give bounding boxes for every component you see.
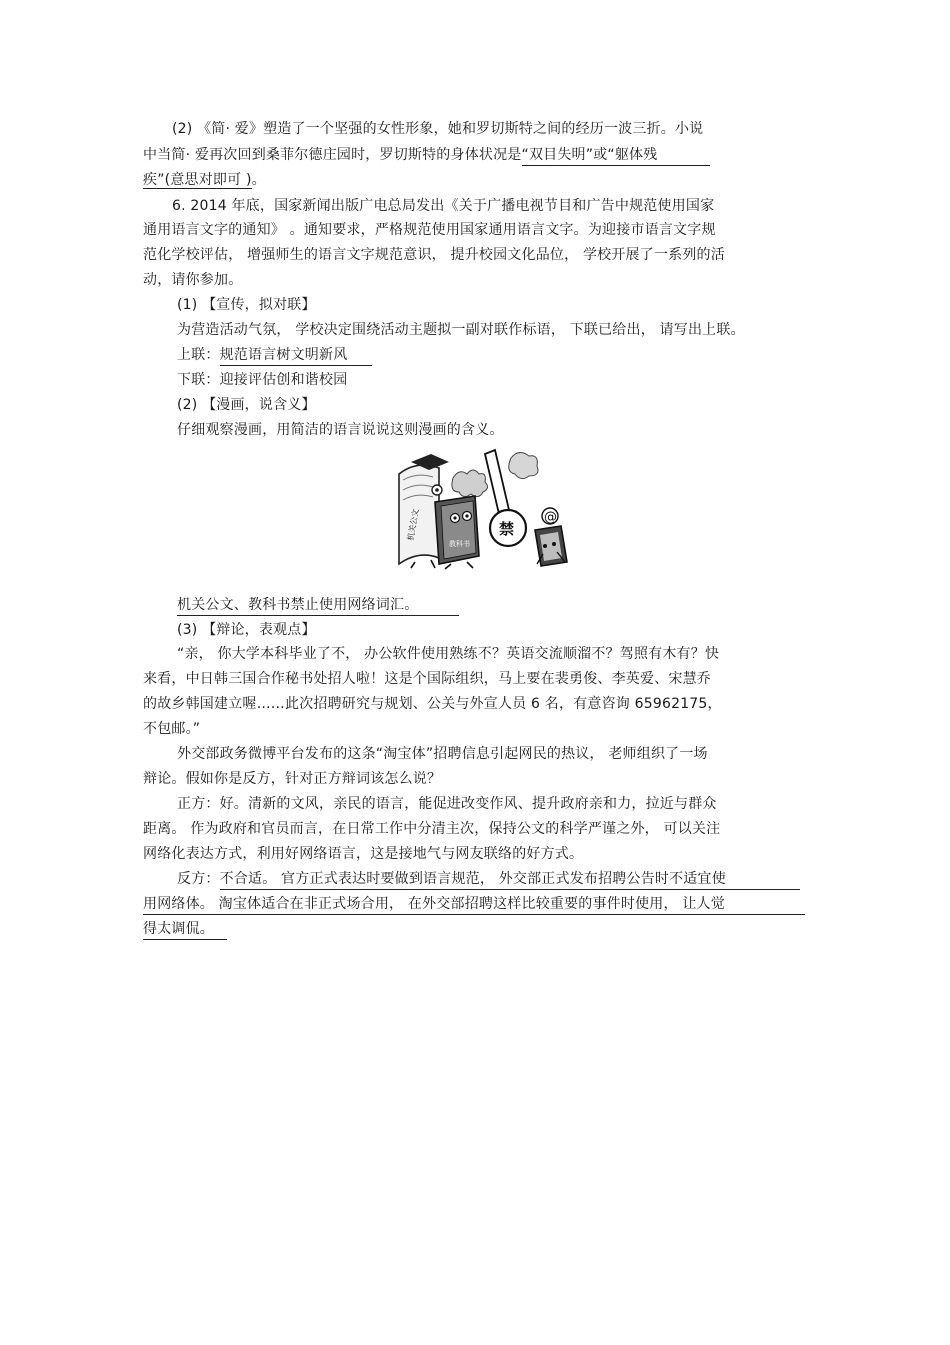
quote-line-1: “亲， 你大学本科毕业了不， 办公软件使用熟练不？英语交流顺溜不？驾照有木有？快 xyxy=(177,646,720,662)
quote-line-2: 来看，中日韩三国合作秘书处招人啦！这是个国际组织，马上要在裴勇俊、李英爱、宋慧乔 xyxy=(143,671,711,687)
con-side-answer-2: 用网络体。 淘宝体适合在非正式场合用， 在外交部招聘这样比较重要的事件时使用， 让人觉 xyxy=(143,894,805,915)
part-1-title: (1) 【宣传，拟对联】 xyxy=(177,297,316,313)
textbook-label: 教科书 xyxy=(449,540,470,548)
pro-side-line-3: 网络化表达方式，利用好网络语言，这是接地气与网友联络的好方式。 xyxy=(143,846,584,862)
smoke-puff-icon xyxy=(452,470,488,497)
upper-couplet-label: 上联： xyxy=(177,347,220,363)
q5-2-line-1: (2) 《简· 爱》塑造了一个坚强的女性形象，她和罗切斯特之间的经历一波三折。小说 xyxy=(172,121,704,137)
con-side-answer-1: 不合适。 官方正式表达时要做到语言规范， 外交部正式发布招聘公告时不适宜使 xyxy=(220,869,800,890)
pro-side-line-2: 距离。 作为政府和官员而言，在日常工作中分清主次，保持公文的科学严谨之外， 可以关注 xyxy=(143,821,721,837)
part-2-prompt: 仔细观察漫画，用简洁的语言说说这则漫画的含义。 xyxy=(177,422,504,438)
q5-2-line-3-end: 。 xyxy=(251,172,266,188)
upper-couplet-line xyxy=(177,345,372,366)
cartoon-meaning-answer: 机关公文、教科书禁止使用网络词汇。 xyxy=(177,595,459,616)
q6-line-3: 范化学校评估， 增强师生的语言文字规范意识， 提升校园文化品位， 学校开展了一系列的活 xyxy=(143,247,725,263)
part-3-title: (3) 【辩论，表观点】 xyxy=(177,622,316,638)
q6-line-4: 动，请你参加。 xyxy=(143,272,243,288)
q6-line-2: 通用语言文字的通知》 。通知要求，严格规范使用国家通用语言文字。为迎接市语言文字规 xyxy=(143,222,716,238)
part-1-prompt: 为营造活动气氛， 学校决定围绕活动主题拟一副对联作标语， 下联已给出， 请写出上联。 xyxy=(177,322,745,338)
lower-couplet-line: 下联：迎接评估创和谐校园 xyxy=(177,372,348,388)
quote-line-4: 不包邮。” xyxy=(143,721,201,737)
part-2-answer-line xyxy=(177,595,459,616)
con-side-answer-3: 得太调侃。 xyxy=(143,919,227,940)
con-side-line-3 xyxy=(143,919,227,940)
con-side-label: 反方： xyxy=(177,871,220,887)
con-side-line-1 xyxy=(177,869,800,890)
con-side-line-2 xyxy=(143,894,805,915)
q6-line-1: 6. 2014 年底，国家新闻出版广电总局发出《关于广播电视节目和广告中规范使用国家 xyxy=(172,198,715,214)
paddle-handle xyxy=(485,450,509,514)
q5-2-answer-part-1: “双目失明”或“躯体残 xyxy=(522,145,710,166)
q5-2-answer-part-2: 疾”(意思对即可 ) xyxy=(143,172,252,188)
document-label: 机关公文 xyxy=(406,508,421,542)
at-symbol: @ xyxy=(544,510,557,525)
upper-couplet-answer: 规范语言树文明新风 xyxy=(220,345,372,366)
q5-2-line-3 xyxy=(143,170,266,190)
ban-label: 禁 xyxy=(499,520,515,538)
q5-2-line-2 xyxy=(143,145,710,166)
q5-2-line-2-text: 中当简· 爱再次回到桑菲尔德庄园时，罗切斯特的身体状况是 xyxy=(143,147,522,163)
quote-line-3: 的故乡韩国建立喔……此次招聘研究与规划、公关与外宣人员 6 名，有意咨询 65962175， xyxy=(143,696,722,712)
pro-side-line-1: 正方：好。清新的文风，亲民的语言，能促进改变作风、提升政府亲和力，拉近与群众 xyxy=(177,796,717,812)
smoke-puff-icon xyxy=(509,452,538,478)
cartoon-illustration xyxy=(393,446,590,570)
context-line-2: 辩论。假如你是反方，针对正方辩词该怎么说？ xyxy=(143,771,442,787)
part-2-title: (2) 【漫画，说含义】 xyxy=(177,397,316,413)
context-line-1: 外交部政务微博平台发布的这条“淘宝体”招聘信息引起网民的热议， 老师组织了一场 xyxy=(177,746,708,762)
